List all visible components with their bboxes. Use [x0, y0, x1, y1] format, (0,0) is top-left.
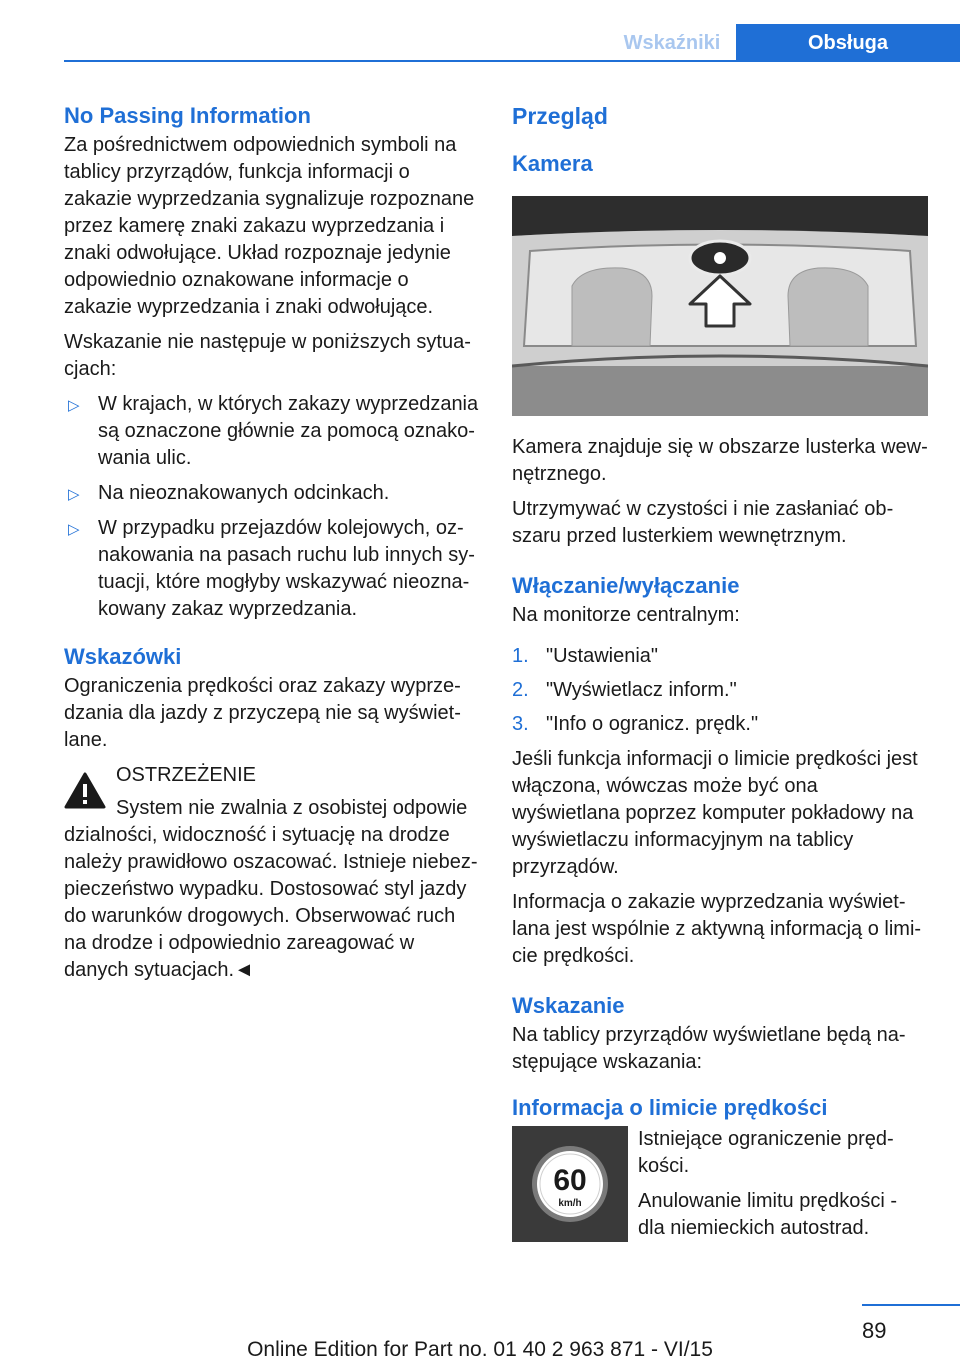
list-item: ▷ W krajach, w których zakazy wyprzedzania są oznaczone głównie za pomocą oznakowania ulic.	[68, 393, 479, 469]
paragraph-situations: Wskazanie nie następuje w poniższych sytuacjach:	[64, 331, 471, 380]
list-item: 1. "Ustawienia"	[512, 645, 659, 667]
list-item: 3. "Info o ogranicz. prędk."	[512, 713, 759, 735]
left-column	[64, 100, 480, 992]
warning-title: OSTRZEŻENIE	[116, 764, 257, 786]
list-item: 2. "Wyświetlacz inform."	[512, 679, 737, 701]
triangle-bullet-icon: ▷	[68, 486, 80, 503]
warning-block	[64, 762, 480, 984]
steps-list	[512, 643, 928, 738]
heading-wskazanie: Wskazanie	[512, 993, 625, 1018]
triangle-bullet-icon: ▷	[68, 521, 80, 538]
heading-kamera: Kamera	[512, 151, 593, 176]
warning-text-lead: System nie zwalnia z osobistej odpowie	[116, 797, 468, 819]
speed-limit-unit: km/h	[558, 1198, 582, 1209]
paragraph-camera-location: Kamera znajduje się w obszarze lusterka wewnętrznego.	[512, 436, 928, 485]
camera-location-illustration	[512, 196, 928, 416]
paragraph-display: Na tablicy przyrządów wyświetlane będą następujące wskazania:	[512, 1024, 906, 1073]
paragraph-no-passing-info: Informacja o zakazie wyprzedzania wyświetlana jest wspólnie z aktywną informacją o limicie prędkości.	[512, 891, 922, 967]
triangle-bullet-icon: ▷	[68, 397, 80, 414]
right-column	[512, 100, 928, 1254]
page-number: 89	[862, 1318, 887, 1343]
paragraph-monitor: Na monitorze centralnym:	[512, 604, 740, 626]
heading-przeglad: Przegląd	[512, 103, 608, 129]
edition-footer: Online Edition for Part no. 01 40 2 963 871 - VI/15	[247, 1338, 713, 1361]
header-tab-wskazniki[interactable]: Wskaźniki	[623, 32, 721, 54]
header-tab-obsluga[interactable]: Obsługa	[736, 24, 960, 62]
heading-no-passing: No Passing Information	[64, 103, 311, 128]
paragraph-trailer: Ograniczenia prędkości oraz zakazy wyprzedzania dla jazdy z przyczepą nie są wyświetlane.	[64, 675, 461, 751]
speed-limit-row	[512, 1126, 928, 1254]
paragraph-camera-clean: Utrzymywać w czystości i nie zasłaniać obszaru przed lusterkiem wewnętrznym.	[512, 498, 894, 547]
speed-limit-text	[638, 1126, 928, 1250]
paragraph-speed-cancel: Anulowanie limitu prędkości - dla niemieckich autostrad.	[638, 1190, 898, 1239]
warning-text: dzialności, widoczność i sytuację na drodze należy prawidłowo oszacować. Istnieje niebezpieczeństwo wypadku. Dostosować styl jazdy do warunków drogowych. Obserwować ruch na drodze i odpowiednio zareagować w danych sytuacjach.◄	[64, 824, 478, 981]
footer-rule	[862, 1304, 960, 1306]
paragraph-intro: Za pośrednictwem odpowiednich symboli na tablicy przyrządów, funkcja informacji o zakazie wyprzedzania sygnalizuje rozpoznane przez kamerę znaki zakazu wyprzedzania i znaki odwołujące. Układ rozpoznaje jedynie odpowiednio oznakowane informacje o zakazie wyprzedzania i znaki odwołujące.	[64, 134, 475, 318]
paragraph-speed-current: Istniejące ograniczenie prędkości.	[638, 1128, 894, 1177]
heading-wskazowki: Wskazówki	[64, 644, 182, 669]
heading-speed-info: Informacja o limicie prędkości	[512, 1095, 828, 1120]
list-item: ▷ W przypadku przejazdów kolejowych, oznakowania na pasach ruchu lub innych sytuacji, które mogłyby wskazywać nieoznakowany zakaz wyprzedzania.	[68, 517, 475, 620]
paragraph-limit-info: Jeśli funkcja informacji o limicie prędkości jest włączona, wówczas może być ona wyświetlana poprzez komputer pokładowy na wyświetlaczu informacyjnym na tablicy przyrządów.	[512, 748, 918, 878]
speed-limit-value: 60	[553, 1164, 587, 1197]
warning-triangle-icon	[64, 772, 106, 810]
bullet-list	[64, 391, 480, 623]
speed-limit-sign-icon	[512, 1126, 628, 1242]
list-item: ▷ Na nieoznakowanych odcinkach.	[64, 480, 480, 507]
heading-wlaczanie: Włączanie/wyłączanie	[512, 573, 740, 598]
